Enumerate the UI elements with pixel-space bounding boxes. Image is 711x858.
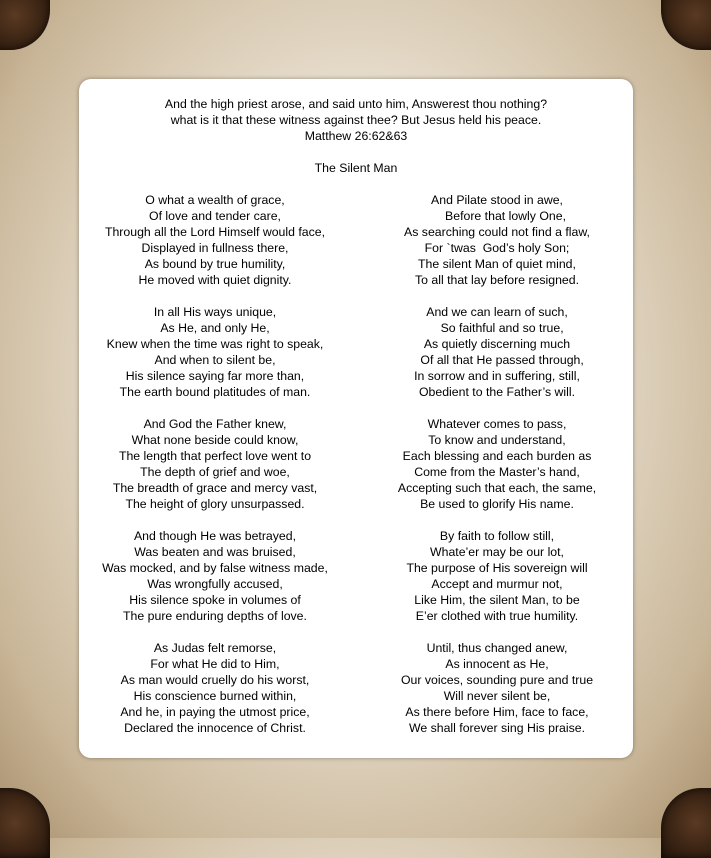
poem-line: His silence saying far more than, xyxy=(125,369,305,383)
frame-corner-bottom-left xyxy=(0,788,50,858)
poem-line: And Pilate stood in awe, xyxy=(431,193,563,207)
poem-line: So faithful and so true, xyxy=(430,321,564,335)
poem-line: As innocent as He, xyxy=(445,657,549,671)
poem-line: O what a wealth of grace, xyxy=(145,193,285,207)
poem-line: And he, in paying the utmost price, xyxy=(120,705,310,719)
poem-line: His silence spoke in volumes of xyxy=(129,593,301,607)
poem-line: To all that lay before resigned. xyxy=(414,273,580,287)
poem-line: E’er clothed with true humility. xyxy=(415,609,579,623)
poem-line: The height of glory unsurpassed. xyxy=(125,497,305,511)
poem-card xyxy=(79,79,633,758)
poem-line: Was wrongfully accused, xyxy=(147,577,283,591)
poem-line: Obedient to the Father’s will. xyxy=(418,385,576,399)
poem-line: In all His ways unique, xyxy=(153,305,277,319)
poem-line: As quietly discerning much xyxy=(423,337,571,351)
poem-line: And though He was betrayed, xyxy=(133,529,296,543)
poem-line: Accepting such that each, the same, xyxy=(397,481,597,495)
poem-line: Accept and murmur not, xyxy=(431,577,563,591)
frame-corner-top-right xyxy=(661,0,711,50)
poem-line: As Judas felt remorse, xyxy=(153,641,277,655)
poem-line: Until, thus changed anew, xyxy=(426,641,568,655)
poem-line: Be used to glorify His name. xyxy=(420,497,574,511)
poem-line: Will never silent be, xyxy=(443,689,551,703)
poem-line: We shall forever sing His praise. xyxy=(408,721,586,735)
poem-line: Of love and tender care, xyxy=(149,209,281,223)
stanza xyxy=(352,192,642,288)
poem-line: And we can learn of such, xyxy=(426,305,568,319)
poem-line: In sorrow and in suffering, still, xyxy=(414,369,580,383)
frame-corner-top-left xyxy=(0,0,50,50)
left-column xyxy=(70,192,360,752)
poem-line: For what He did to Him, xyxy=(150,657,280,671)
poem-line: The breadth of grace and mercy vast, xyxy=(112,481,318,495)
poem-line: Come from the Master’s hand, xyxy=(414,465,580,479)
stanza xyxy=(70,640,360,736)
scripture-reference: Matthew 26:62&63 xyxy=(304,129,408,143)
poem-line: And God the Father knew, xyxy=(143,417,287,431)
poem-line: The purpose of His sovereign will xyxy=(406,561,588,575)
poem-line: The silent Man of quiet mind, xyxy=(418,257,576,271)
poem-line: As bound by true humility, xyxy=(144,257,286,271)
scripture-header xyxy=(79,96,633,144)
stanza xyxy=(70,528,360,624)
poem-line: Was beaten and was bruised, xyxy=(134,545,296,559)
poem-line: Was mocked, and by false witness made, xyxy=(102,561,328,575)
poem-line: Knew when the time was right to speak, xyxy=(106,337,324,351)
poem-line: Before that lowly One, xyxy=(427,209,567,223)
poem-line: For `twas God’s holy Son; xyxy=(424,241,570,255)
poem-line: The length that perfect love went to xyxy=(118,449,312,463)
poem-line: As searching could not find a flaw, xyxy=(404,225,590,239)
poem-line: Each blessing and each burden as xyxy=(402,449,592,463)
poem-line: The pure enduring depths of love. xyxy=(123,609,307,623)
poem-line: Like Him, the silent Man, to be xyxy=(414,593,580,607)
stanza xyxy=(352,528,642,624)
poem-line: Whate’er may be our lot, xyxy=(430,545,564,559)
stanza xyxy=(352,640,642,736)
poem-line: Displayed in fullness there, xyxy=(141,241,289,255)
poem-line: Whatever comes to pass, xyxy=(427,417,567,431)
stanza xyxy=(352,416,642,512)
frame-corner-bottom-right xyxy=(661,788,711,858)
stanza xyxy=(70,416,360,512)
poem-line: Through all the Lord Himself would face, xyxy=(104,225,326,239)
poem-line: By faith to follow still, xyxy=(439,529,555,543)
poem-line: As man would cruelly do his worst, xyxy=(120,673,310,687)
poem-line: Declared the innocence of Christ. xyxy=(124,721,306,735)
stanza xyxy=(70,304,360,400)
header-line: And the high priest arose, and said unto him, Answerest thou nothing? xyxy=(164,97,548,111)
poem-line: Our voices, sounding pure and true xyxy=(400,673,594,687)
stanza xyxy=(352,304,642,400)
poem-line: As there before Him, face to face, xyxy=(405,705,589,719)
poem-line: What none beside could know, xyxy=(131,433,299,447)
poem-line: Of all that He passed through, xyxy=(410,353,584,367)
poem-line: The earth bound platitudes of man. xyxy=(119,385,311,399)
poem-line: As He, and only He, xyxy=(160,321,270,335)
right-column xyxy=(352,192,642,752)
poem-line: The depth of grief and woe, xyxy=(140,465,290,479)
poem-title: The Silent Man xyxy=(314,161,398,175)
stanza xyxy=(70,192,360,288)
poem-line: To know and understand, xyxy=(428,433,566,447)
poem-line: He moved with quiet dignity. xyxy=(138,273,292,287)
header-line: what is it that these witness against thee? But Jesus held his peace. xyxy=(170,113,542,127)
poem-line: His conscience burned within, xyxy=(133,689,297,703)
poem-line: And when to silent be, xyxy=(154,353,276,367)
